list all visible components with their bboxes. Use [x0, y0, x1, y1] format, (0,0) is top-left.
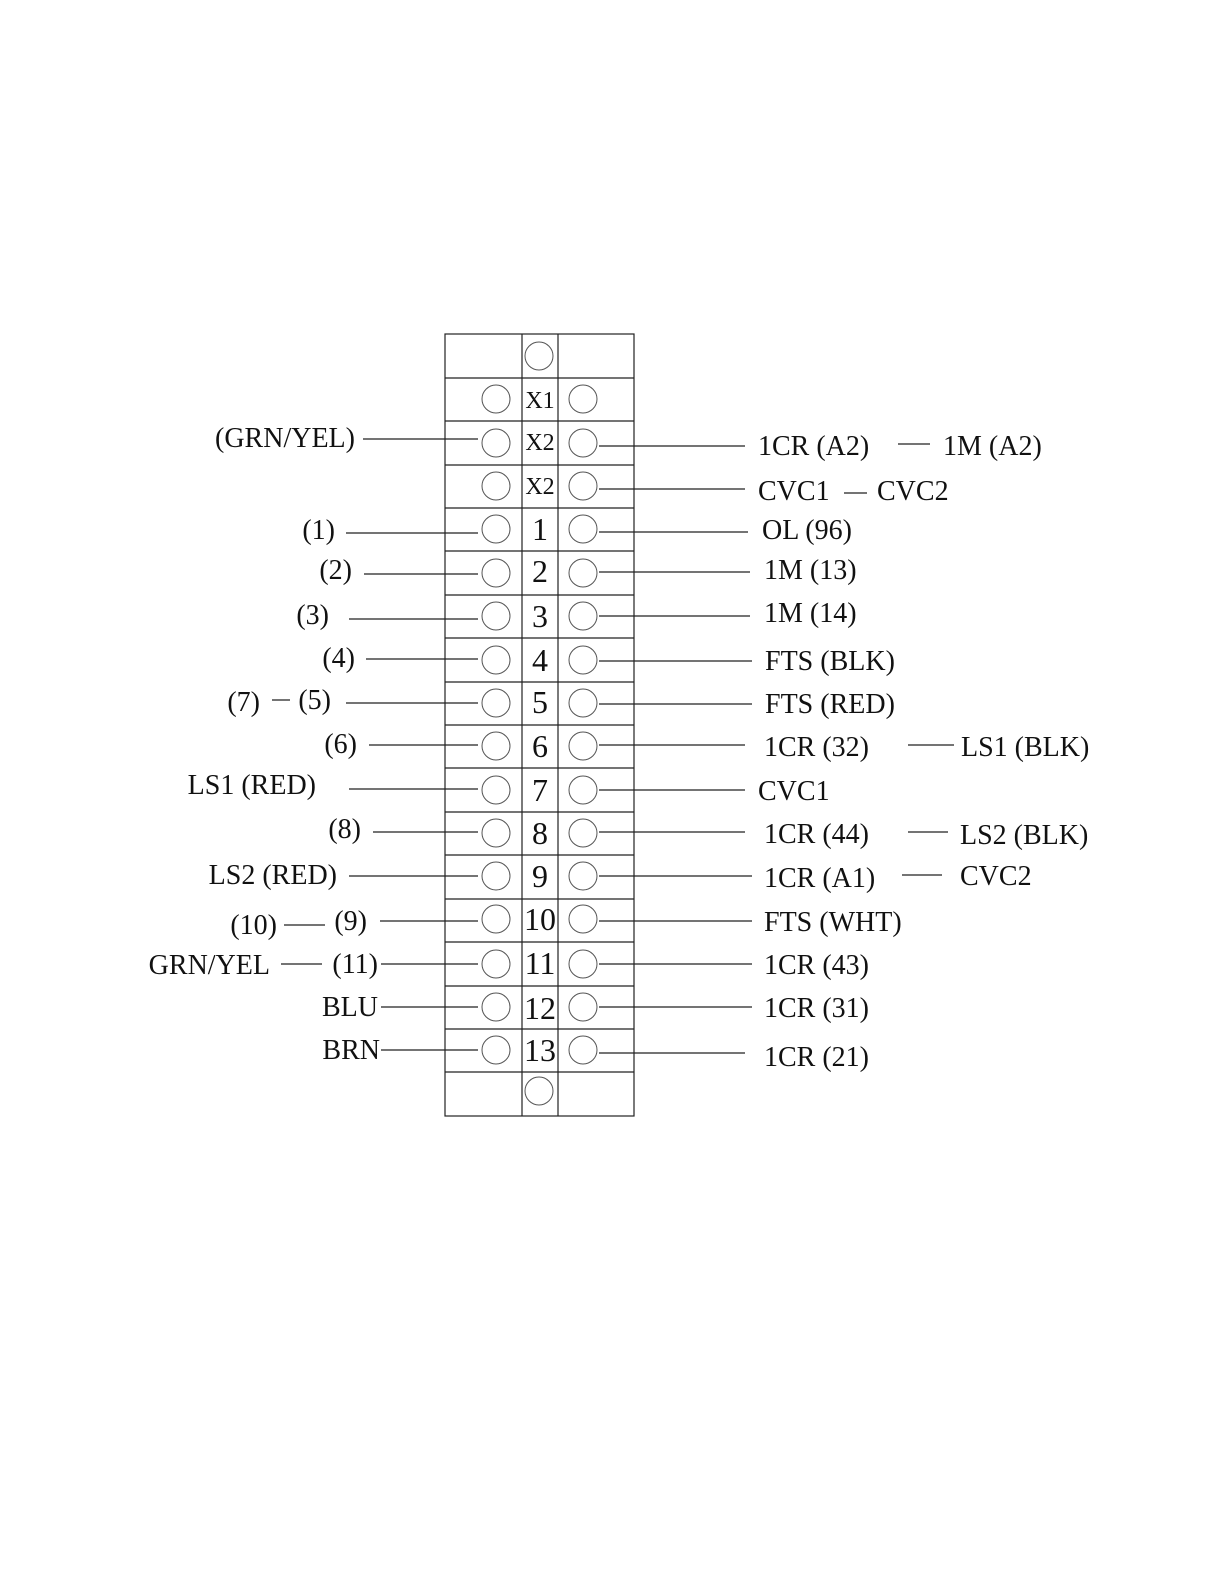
terminal-row-1	[302, 511, 852, 547]
terminal-screw-right	[569, 559, 597, 587]
left-label: (10)	[230, 910, 277, 941]
terminal-screw-right	[569, 905, 597, 933]
terminal-row-x2b	[482, 472, 949, 507]
right-label-2: LS2 (BLK)	[960, 820, 1089, 851]
left-label: (8)	[328, 814, 361, 845]
terminal-number: 9	[532, 858, 548, 894]
right-label-2: 1M (A2)	[943, 431, 1042, 462]
right-label: 1CR (31)	[764, 993, 869, 1024]
terminal-screw-right	[569, 1036, 597, 1064]
right-label: 1CR (43)	[764, 950, 869, 981]
right-label: 1CR (44)	[764, 819, 869, 850]
right-label: 1M (13)	[764, 555, 857, 586]
terminal-row-8	[328, 814, 1088, 851]
terminal-screw-right	[569, 862, 597, 890]
left-label: (7)	[227, 687, 260, 718]
left-label: (1)	[302, 515, 335, 546]
right-label: 1CR (21)	[764, 1042, 869, 1073]
terminal-row-13	[322, 1032, 869, 1073]
terminal-row-7	[188, 770, 830, 808]
terminal-row-11	[149, 945, 869, 981]
right-label: CVC1	[758, 776, 830, 807]
terminal-number: 10	[524, 901, 556, 937]
terminal-row-4	[322, 642, 895, 678]
right-label: OL (96)	[762, 515, 852, 546]
terminal-screw-left	[482, 950, 510, 978]
left-label-2: (9)	[334, 906, 367, 937]
right-label-2: CVC2	[960, 861, 1032, 892]
terminal-screw-right	[569, 472, 597, 500]
terminal-screw-right	[569, 819, 597, 847]
terminal-screw-right	[569, 689, 597, 717]
terminal-number: 5	[532, 684, 548, 720]
left-label: (4)	[322, 643, 355, 674]
terminal-number: 7	[532, 772, 548, 808]
terminal-number: 12	[524, 990, 556, 1026]
terminal-row-2	[319, 553, 856, 589]
right-label-2: CVC2	[877, 476, 949, 507]
terminal-number: 3	[532, 598, 548, 634]
left-label: LS2 (RED)	[208, 860, 337, 891]
terminal-row-9	[209, 858, 1032, 894]
right-label: FTS (WHT)	[764, 907, 902, 938]
terminal-row-3	[296, 598, 856, 634]
terminal-row-6	[324, 728, 1089, 764]
terminal-screw-left	[482, 646, 510, 674]
top-mounting-hole	[525, 342, 553, 370]
left-label: (GRN/YEL)	[215, 423, 355, 454]
terminal-screw-right	[569, 993, 597, 1021]
terminal-number: 1	[532, 511, 548, 547]
terminal-screw-left	[482, 993, 510, 1021]
terminal-screw-left	[482, 819, 510, 847]
terminal-screw-right	[569, 776, 597, 804]
terminal-screw-left	[482, 689, 510, 717]
terminal-number: 13	[524, 1032, 556, 1068]
left-label: LS1 (RED)	[187, 770, 316, 801]
terminal-screw-right	[569, 515, 597, 543]
left-label: (3)	[296, 600, 329, 631]
terminal-number: 11	[524, 945, 556, 981]
left-label: BRN	[322, 1035, 380, 1066]
left-label-2: (5)	[298, 685, 331, 716]
right-label: 1CR (A2)	[758, 431, 870, 462]
terminal-screw-left	[482, 1036, 510, 1064]
terminal-screw-right	[569, 646, 597, 674]
terminal-number: 6	[532, 728, 548, 764]
terminal-number: 8	[532, 815, 548, 851]
terminal-screw-left	[482, 472, 510, 500]
terminal-screw-right	[569, 950, 597, 978]
terminal-screw-left	[482, 602, 510, 630]
terminal-screw-left	[482, 905, 510, 933]
terminal-row-x2a	[215, 423, 1042, 462]
terminal-screw-left	[482, 559, 510, 587]
terminal-screw-right	[569, 385, 597, 413]
bottom-mounting-hole	[525, 1077, 553, 1105]
terminal-screw-right	[569, 732, 597, 760]
terminal-row-12	[322, 990, 869, 1026]
terminal-row-x1	[482, 385, 597, 414]
terminal-screw-right	[569, 429, 597, 457]
right-label-2: LS1 (BLK)	[961, 732, 1090, 763]
terminal-screw-right	[569, 602, 597, 630]
left-label: BLU	[322, 992, 378, 1023]
terminal-screw-left	[482, 862, 510, 890]
terminal-number: X2	[525, 474, 555, 500]
terminal-screw-left	[482, 429, 510, 457]
terminal-row-5	[227, 684, 895, 720]
terminal-screw-left	[482, 385, 510, 413]
right-label: FTS (BLK)	[765, 646, 895, 677]
right-label: 1CR (A1)	[764, 863, 876, 894]
terminal-screw-left	[482, 732, 510, 760]
left-label: (2)	[319, 555, 352, 586]
terminal-screw-left	[482, 776, 510, 804]
terminal-number: X2	[525, 430, 555, 456]
terminal-screw-left	[482, 515, 510, 543]
left-label-2: (11)	[332, 949, 378, 980]
right-label: CVC1	[758, 476, 830, 507]
right-label: FTS (RED)	[765, 689, 895, 720]
terminal-row-10	[230, 901, 901, 941]
terminal-number: 4	[532, 642, 548, 678]
left-label: GRN/YEL	[148, 950, 270, 981]
right-label: 1M (14)	[764, 598, 857, 629]
terminal-number: X1	[525, 388, 555, 414]
terminal-number: 2	[532, 553, 548, 589]
right-label: 1CR (32)	[764, 732, 869, 763]
left-label: (6)	[324, 729, 357, 760]
